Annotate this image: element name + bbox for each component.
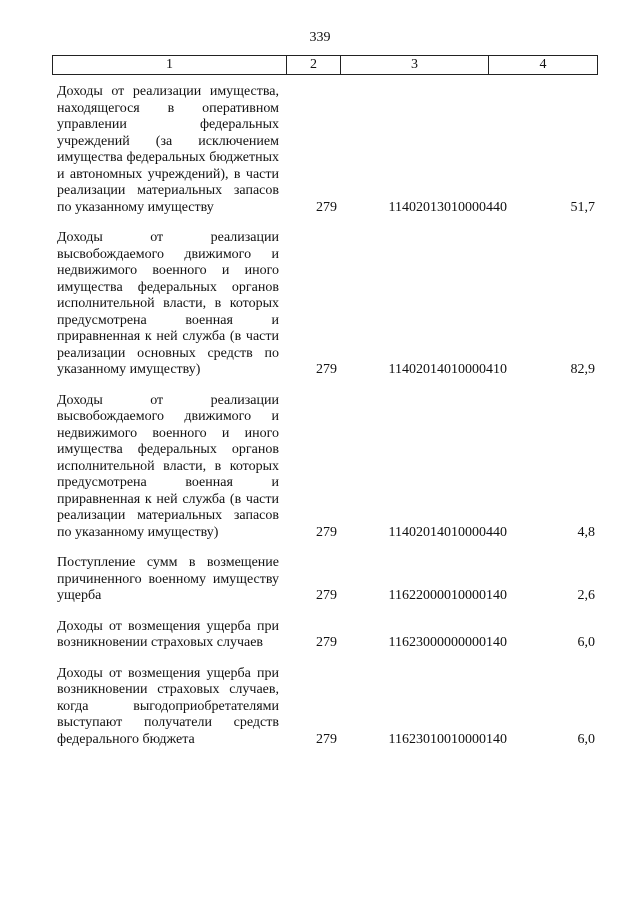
row-admin-code: 279 [316,731,337,747]
table-header [52,55,598,75]
row-name: Доходы от реализации имущества, находящегося в оперативном управлении федеральных учреждений (за исключением имущества федеральных бюджетных и автономных учреждений), в части реализации материальных запасов по указанному имуществу [57,84,279,215]
row-budget-code: 11402014010000410 [388,362,507,377]
header-col-2: 2 [286,56,340,74]
row-admin-code: 279 [316,635,337,650]
table-row [57,393,597,542]
table-row [57,84,597,216]
table-row [57,230,597,379]
row-name: Доходы от возмещения ущерба при возникновении страховых случаев [57,618,279,650]
table-body [57,84,597,762]
header-col-3: 3 [340,56,488,74]
row-admin-code: 279 [316,524,337,540]
row-admin-code: 279 [316,588,337,603]
row-budget-code: 11623010010000140 [388,731,507,747]
table-row [57,555,597,605]
row-admin-code: 279 [316,199,337,215]
row-name: Поступление сумм в возмещение причиненного военному имуществу ущерба [57,555,279,603]
header-col-1: 1 [166,57,173,72]
header-col-4: 4 [488,56,597,74]
row-amount: 82,9 [570,362,595,377]
row-name: Доходы от реализации высвобождаемого движимого и недвижимого военного и иного имущества федеральных органов исполнительной власти, в которых предусмотрена военная и приравненная к ней служба (в части реализации материальных запасов по указанному имуществу) [57,392,279,540]
row-amount: 6,0 [577,635,595,650]
row-admin-code: 279 [316,362,337,377]
row-budget-code: 11622000010000140 [388,588,507,603]
row-budget-code: 11402013010000440 [388,199,507,215]
row-name: Доходы от возмещения ущерба при возникновении страховых случаев, когда выгодоприобретателями выступают получатели средств федерального бюджета [57,665,279,747]
row-amount: 6,0 [577,731,595,747]
row-name: Доходы от реализации высвобождаемого движимого и недвижимого военного и иного имущества федеральных органов исполнительной власти, в которых предусмотрена военная и приравненная к ней служба (в части реализации основных средств по указанному имуществу) [57,230,279,377]
row-amount: 51,7 [570,199,595,215]
page-number: 339 [309,30,331,45]
row-amount: 4,8 [577,524,595,540]
table-row [57,619,597,652]
table-row [57,666,597,749]
row-budget-code: 11402014010000440 [388,524,507,540]
row-amount: 2,6 [577,588,595,603]
row-budget-code: 11623000000000140 [388,635,507,650]
